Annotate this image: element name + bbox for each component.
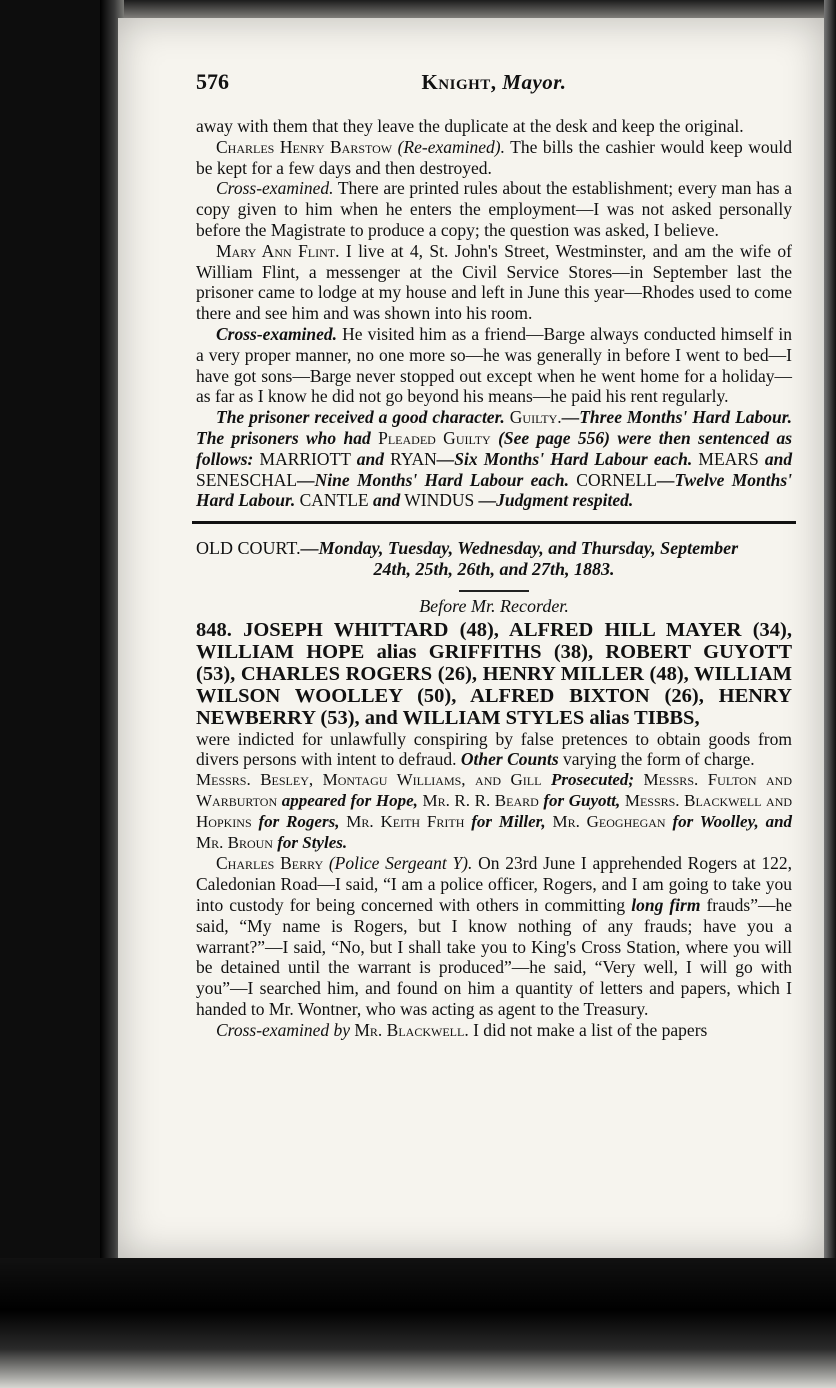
page-top-edge xyxy=(124,0,836,20)
page-right-edge xyxy=(824,0,836,1388)
case-defendants xyxy=(196,619,792,729)
page-header xyxy=(196,69,792,102)
witness-name: Charles Berry xyxy=(216,853,324,874)
counsel-miller: Mr. Keith Frith xyxy=(346,811,465,831)
counsel-hope-role: appeared for Hope, xyxy=(281,790,418,810)
witness-text-b: frauds”—he said, “My name is Rogers, but I know nothing of any frauds; have you a warrant?”—I said, “No, but I shall take you to King's Cross Station, where you will be detained until the warrant is produced”—he said, “Very well, I will go with you”—I searched him, and found on him a quantity of letters and papers, which I handed to Mr. Wontner, who was acting as agent to the Treasury. xyxy=(196,894,793,1019)
paragraph-flint xyxy=(196,241,792,324)
verdict-and: and xyxy=(356,448,384,469)
charge-text: were indicted for unlawfully conspiring by false pretences to obtain goods from divers persons with intent to defraud. xyxy=(196,728,792,770)
witness-name: Mary Ann Flint. xyxy=(216,240,340,261)
counsel-hope: Messrs. Fulton and Warburton xyxy=(196,770,792,810)
running-head-title: Mayor. xyxy=(502,70,567,94)
verdict-respited: —Judgment respited. xyxy=(478,490,634,511)
counsel-woolley: Mr. Geoghegan xyxy=(552,811,666,831)
witness-text: I live at 4, St. John's Street, Westminster, and am the wife of William Flint, a messenger at the Civil Service Stores—in September last the prisoner came to lodge at my house and left in June this year—Rhodes used to come there and see him and was shown into his room. xyxy=(196,240,792,324)
cross-text: He visited him as a friend—Barge always conducted himself in a very proper manner, no one more so—he was generally in before I went to bed—I have got sons—Barge never stopped out except when he went home for a holiday—as far as I know he did not go beyond his means—he paid his rent regularly. xyxy=(196,323,792,407)
long-firm: long firm xyxy=(631,894,701,915)
page-number: 576 xyxy=(196,69,229,94)
counsel-styles-role: for Styles. xyxy=(277,832,348,852)
court-heading xyxy=(196,538,792,616)
court-dates-1: —Monday, Tuesday, Wednesday, and Thursday, September xyxy=(300,538,739,559)
charge-end: varying the form of charge. xyxy=(563,749,755,770)
verdict-name-cantle: CANTLE xyxy=(299,490,369,511)
verdict-see-page: (See page 556) were then sentenced as follows: xyxy=(196,427,793,469)
counsel-styles: Mr. Broun xyxy=(196,832,273,852)
verdict-nine-months: —Nine Months' Hard Labour each. xyxy=(297,469,569,490)
paragraph-cross-3 xyxy=(196,1020,792,1041)
before-judge: Before Mr. Recorder. xyxy=(419,595,569,616)
running-head xyxy=(196,69,792,94)
counsel-rogers: Messrs. Blackwell and Hopkins xyxy=(196,790,793,831)
short-divider xyxy=(459,590,529,592)
other-counts: Other Counts xyxy=(460,749,559,770)
verdict-name-windus: WINDUS xyxy=(404,490,475,511)
paragraph-continuation: away with them that they leave the duplicate at the desk and keep the original. xyxy=(196,116,744,136)
paragraph-berry xyxy=(196,853,792,1019)
witness-name: Charles Henry Barstow xyxy=(216,136,393,157)
counsel-rogers-role: for Rogers, xyxy=(258,811,340,831)
verdict-character: The prisoner received a good character. xyxy=(216,407,505,428)
witness-text-a: On 23rd June I apprehended Rogers at 122, Caledonian Road—I said, “I am a police officer, Rogers, and I am going to take you into custody for being concerned with others in committing xyxy=(196,853,792,915)
court-name: OLD COURT. xyxy=(196,538,301,559)
cross-tag: Cross-examined. xyxy=(216,178,334,199)
counsel-woolley-role: for Woolley, and xyxy=(672,811,793,831)
page-content xyxy=(196,69,793,1040)
counsel-list xyxy=(196,770,792,853)
paragraph-cross-1 xyxy=(196,178,792,240)
witness-tag: (Re-examined). xyxy=(397,136,505,157)
verdict-and: and xyxy=(372,490,401,511)
verdict-name-seneschal: SENESCHAL xyxy=(196,469,298,490)
running-head-name: Knight, xyxy=(421,70,497,94)
case-charge xyxy=(196,729,792,771)
verdict-name-ryan: RYAN xyxy=(390,448,437,469)
verdict-guilty: Guilty. xyxy=(509,407,562,428)
cross-text: There are printed rules about the establishment; every man has a copy given to him when he enters the employment—I was not asked personally before the Magistrate to produce a copy; the question was asked, I believe. xyxy=(196,178,792,240)
verdict-pleaded: Pleaded Guilty xyxy=(378,427,491,448)
cross-text: I did not make a list of the papers xyxy=(473,1019,708,1040)
witness-tag: (Police Sergeant Y). xyxy=(328,853,473,874)
defendants-list: 848. JOSEPH WHITTARD (48), ALFRED HILL MAYER (34), WILLIAM HOPE alias GRIFFITHS (38), ROBERT GUYOTT (53), CHARLES ROGERS (26), HENRY MILLER (48), WILLIAM WILSON WOOLLEY (50), ALFRED BIXTON (26), HENRY NEWBERRY (53), and WILLIAM STYLES alias TIBBS, xyxy=(196,618,792,729)
court-line-1 xyxy=(196,538,792,559)
verdict-prisoners: The prisoners who had xyxy=(196,427,371,448)
verdict-name-cornell: CORNELL xyxy=(576,469,657,490)
page-bottom-edge xyxy=(0,1258,836,1388)
paragraph-barstow xyxy=(196,137,792,179)
witness-text: The bills the cashier would keep would be kept for a few days and then destroyed. xyxy=(196,136,792,178)
verdict-and: and xyxy=(764,448,793,469)
section-divider xyxy=(192,521,796,524)
verdict-sentence: —Three Months' Hard Labour. xyxy=(561,407,793,428)
paragraph-cross-2 xyxy=(196,324,792,407)
counsel-guyott: Mr. R. R. Beard xyxy=(422,790,539,810)
cross-tag: Cross-examined. xyxy=(216,323,338,344)
verdict-six-months: —Six Months' Hard Labour each. xyxy=(436,448,693,469)
cross-tag: Cross-examined by xyxy=(216,1019,350,1040)
verdict-name-mears: MEARS xyxy=(698,448,759,469)
counsel-prosecuted: Prosecuted; xyxy=(550,770,635,790)
counsel-prosecution: Messrs. Besley, Montagu Williams, and Gill xyxy=(196,770,542,790)
court-dates-2: 24th, 25th, 26th, and 27th, 1883. xyxy=(373,558,615,579)
counsel-guyott-role: for Guyott, xyxy=(543,790,621,810)
verdict-twelve-months: —Twelve Months' Hard Labour. xyxy=(196,469,792,511)
cross-counsel: Mr. Blackwell. xyxy=(354,1019,469,1040)
verdict-name-marriott: MARRIOTT xyxy=(259,448,351,469)
counsel-miller-role: for Miller, xyxy=(471,811,546,831)
paragraph-verdict xyxy=(196,407,792,511)
